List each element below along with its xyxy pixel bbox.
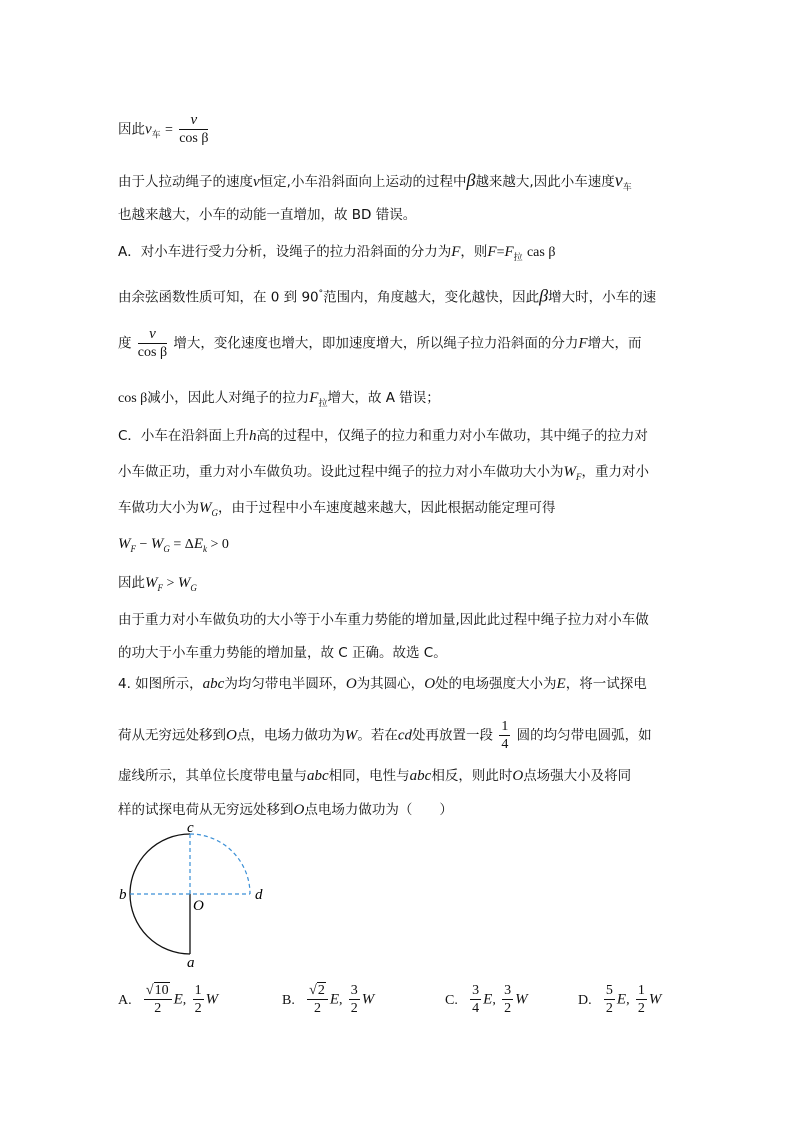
solution-line-13: 由于重力对小车做负功的大小等于小车重力势能的增加量,因此此过程中绳子拉力对小车做	[118, 612, 649, 628]
text: 由余弦函数性质可知，在 0 到 90	[118, 289, 319, 306]
denominator: 2	[154, 1001, 162, 1016]
numerator: 1	[637, 983, 645, 998]
fraction-work	[636, 982, 647, 1017]
numerator: 3	[350, 983, 358, 998]
solution-line-14: 的功大于小车重力势能的增加量，故 C 正确。故选 C。	[118, 645, 447, 661]
denominator: 2	[637, 1001, 645, 1016]
option-C[interactable]	[445, 982, 528, 1017]
comma: ,	[626, 992, 630, 1008]
denominator: 4	[472, 1001, 480, 1016]
solution-line-12	[118, 573, 197, 598]
var-W: W	[205, 991, 219, 1008]
var-F: F	[487, 244, 497, 260]
text: 样的试探电荷从无穷远处移到	[118, 802, 294, 818]
solution-line-9	[118, 462, 649, 487]
subscript: F	[130, 544, 136, 554]
var-W: W	[515, 991, 528, 1008]
label-b: b	[119, 887, 127, 903]
text: 圆的均匀带电圆弧，如	[516, 727, 652, 744]
sqrt: √10	[145, 983, 169, 998]
text: 因此	[118, 575, 145, 591]
var-F: F	[309, 390, 319, 406]
subscript: G	[190, 583, 197, 593]
text: 增大，变化速度也增大，即加速度增大，所以绳子拉力沿斜面的分力	[173, 335, 579, 352]
denominator: 2	[504, 1001, 512, 1016]
text: 因此	[118, 121, 145, 138]
denominator: 2	[605, 1001, 613, 1016]
subscript: 车	[151, 130, 161, 141]
option-A[interactable]	[118, 982, 218, 1017]
var-E: E	[483, 991, 493, 1008]
denominator: 2	[313, 1001, 321, 1016]
radicand: 10	[154, 983, 169, 998]
comma: ,	[182, 992, 187, 1008]
text: ，由于过程中小车速度越来越大，因此根据动能定理可得	[218, 500, 556, 516]
subscript: F	[576, 472, 582, 482]
var-h: h	[248, 428, 257, 444]
var-O: O	[424, 676, 436, 692]
solution-line-3: 也越来越大，小车的动能一直增加，故 BD 错误。	[118, 207, 417, 223]
label-O: O	[193, 898, 204, 914]
solution-line-1	[118, 112, 210, 147]
solution-line-8	[118, 426, 648, 446]
text: 车做功大小为	[118, 500, 199, 516]
label-c: c	[187, 822, 194, 836]
cos-beta: cas β	[526, 245, 556, 260]
var-W: W	[118, 536, 131, 552]
text: ，重力对小	[581, 464, 649, 480]
numerator: v	[179, 112, 208, 130]
var-O: O	[226, 727, 237, 744]
text: 范围内，角度越大，变化越快，因此	[323, 289, 540, 306]
fraction-work	[502, 982, 513, 1017]
radicand: 2	[317, 983, 325, 998]
degree: °	[318, 289, 324, 299]
text: 增大，故 A 错误；	[327, 390, 440, 406]
semicircle-figure	[116, 822, 276, 967]
question-line-2	[118, 718, 652, 753]
label-a: a	[187, 955, 195, 967]
option-label: B.	[282, 992, 295, 1008]
solution-line-10	[118, 498, 556, 523]
fraction-sqrt2-over-2	[307, 982, 328, 1017]
solution-line-4	[118, 242, 555, 268]
text: 由于人拉动绳子的速度	[118, 174, 253, 190]
subscript: G	[211, 508, 218, 518]
option-label: C.	[445, 992, 458, 1008]
greater-than: >	[163, 576, 178, 591]
text: C．小车在沿斜面上升	[118, 428, 249, 444]
fraction-field	[470, 982, 481, 1017]
text: 为其圆心，	[356, 676, 425, 692]
var-v: v	[614, 170, 623, 190]
text: 点场强大小及将同	[523, 768, 632, 784]
numerator	[144, 982, 172, 1000]
text: 点，电场力做功为	[236, 727, 345, 744]
denominator: 4	[501, 737, 509, 752]
label-d: d	[255, 887, 263, 903]
text: 增大时，小车的速	[548, 289, 657, 306]
fraction-v-over-cos-beta	[138, 326, 167, 361]
var-O: O	[345, 676, 357, 692]
subscript: G	[163, 544, 170, 554]
option-B[interactable]	[282, 982, 374, 1017]
greater-than-zero: > 0	[206, 537, 229, 552]
equals-delta: = Δ	[169, 537, 194, 552]
var-W: W	[199, 500, 212, 516]
text: 减小，因此人对绳子的拉力	[147, 390, 310, 406]
var-F: F	[504, 244, 514, 260]
numerator	[307, 982, 328, 1000]
comma: ,	[339, 992, 343, 1008]
text: 相反，则此时	[431, 768, 513, 784]
text: 恒定,小车沿斜面向上运动的过程中	[259, 174, 467, 190]
sqrt: √2	[309, 983, 325, 998]
text: ，则	[460, 244, 488, 260]
var-W: W	[563, 464, 576, 480]
text: 。若在	[357, 727, 398, 744]
equals: =	[496, 245, 505, 260]
comma: ,	[492, 992, 496, 1008]
var-v: v	[145, 121, 152, 138]
var-W: W	[145, 575, 158, 591]
solution-line-5	[118, 284, 656, 308]
option-label: A.	[118, 992, 132, 1008]
denominator: cos β	[137, 345, 168, 360]
subscript: F	[157, 583, 163, 593]
var-W: W	[344, 727, 358, 744]
subscript: 车	[622, 183, 632, 193]
text: 为均匀带电半圆环，	[224, 676, 346, 692]
text: 越来越大,因此小车速度	[475, 174, 615, 190]
text: 相同，电性与	[328, 768, 410, 784]
numerator: 5	[605, 983, 613, 998]
numerator: 1	[194, 983, 202, 998]
solution-line-7	[118, 388, 440, 414]
subscript: 拉	[318, 399, 328, 409]
var-W: W	[648, 991, 662, 1008]
solution-line-2	[118, 170, 632, 198]
fraction-sqrt10-over-2	[144, 982, 172, 1017]
question-line-4	[118, 800, 453, 820]
text: 增大，而	[587, 335, 642, 352]
var-O: O	[293, 802, 305, 818]
fraction-work	[349, 982, 360, 1017]
var-E: E	[193, 536, 203, 552]
numerator: 3	[504, 983, 512, 998]
fraction-one-quarter	[499, 718, 510, 753]
numerator: 1	[501, 719, 509, 734]
denominator: 2	[194, 1001, 202, 1016]
var-O: O	[512, 768, 524, 784]
subscript: k	[202, 544, 207, 554]
text: 高的过程中，仅绳子的拉力和重力对小车做功，其中绳子的拉力对	[256, 428, 648, 444]
equals: =	[164, 122, 173, 138]
minus: −	[136, 537, 151, 552]
fraction-work	[193, 982, 204, 1017]
option-D[interactable]	[578, 982, 661, 1017]
text: 度	[118, 335, 132, 352]
var-E: E	[329, 991, 339, 1008]
cos-beta: cos β	[118, 391, 148, 406]
numerator: 3	[472, 983, 480, 998]
text: 点电场力做功为（ ）	[304, 802, 453, 818]
var-W: W	[150, 536, 164, 552]
text: A．对小车进行受力分析，设绳子的拉力沿斜面的分力为	[118, 244, 452, 260]
var-E: E	[556, 676, 566, 692]
var-W: W	[361, 991, 375, 1008]
solution-line-6	[118, 326, 642, 361]
var-v: v	[253, 174, 260, 190]
equation-work-energy	[118, 534, 229, 559]
fraction-field	[604, 982, 615, 1017]
var-beta: β	[539, 285, 549, 306]
text: 荷从无穷远处移到	[118, 727, 226, 744]
var-cd: cd	[397, 727, 413, 744]
text: 处的电场强度大小为	[435, 676, 557, 692]
subscript: 拉	[513, 253, 523, 263]
text: 4. 如图所示，	[118, 676, 203, 692]
option-label: D.	[578, 992, 592, 1008]
var-abc: abc	[409, 768, 432, 784]
var-F: F	[451, 244, 461, 260]
text: 小车做正功，重力对小车做负功。设此过程中绳子的拉力对小车做功大小为	[118, 464, 564, 480]
var-W: W	[177, 575, 191, 591]
denominator: cos β	[179, 131, 209, 146]
var-abc: abc	[307, 768, 329, 784]
text: 处再放置一段	[412, 727, 494, 744]
text: 虚线所示，其单位长度带电量与	[118, 768, 307, 784]
question-line-3	[118, 766, 631, 786]
text: ，将一试探电	[565, 676, 647, 692]
var-E: E	[616, 991, 627, 1008]
var-abc: abc	[202, 676, 225, 692]
fraction-v-over-cos-beta	[179, 112, 208, 147]
numerator: v	[138, 326, 167, 344]
var-beta: β	[466, 170, 476, 190]
question-line-1	[118, 674, 647, 694]
dashed-quarter-arc-cd	[190, 834, 250, 894]
var-E: E	[173, 991, 183, 1008]
var-F: F	[578, 335, 588, 352]
denominator: 2	[350, 1001, 358, 1016]
